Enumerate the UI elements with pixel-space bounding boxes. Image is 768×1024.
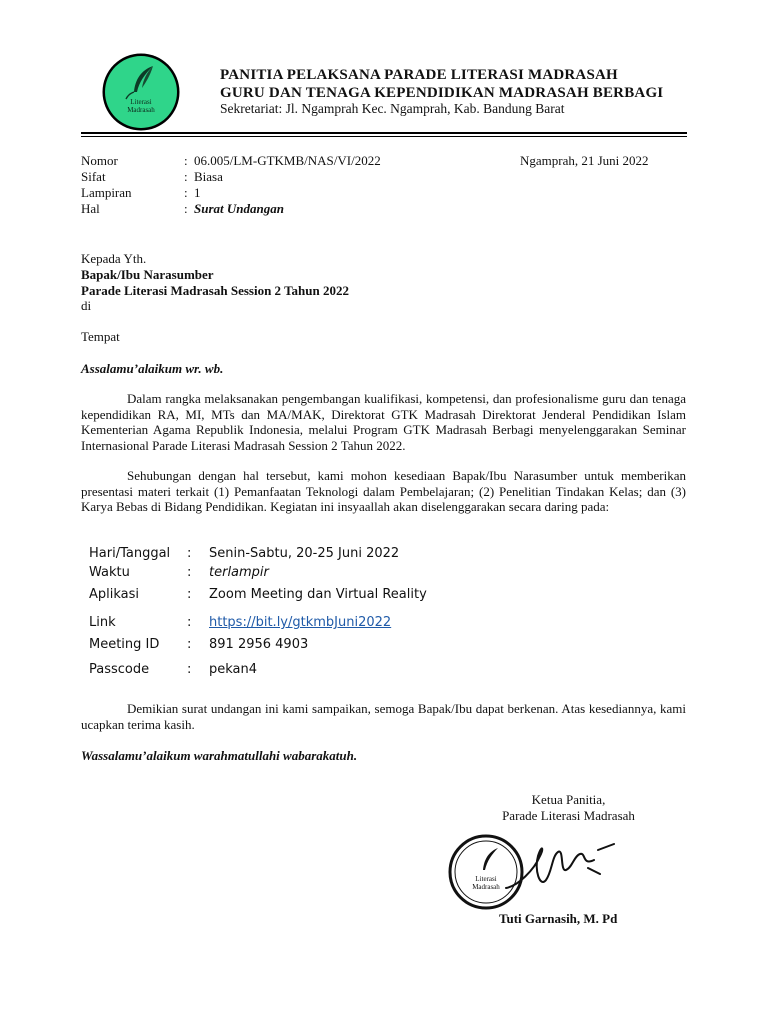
waktu-label: Waktu xyxy=(89,565,130,580)
letterhead-rule-thin xyxy=(81,136,687,137)
colon: : xyxy=(184,185,188,200)
colon: : xyxy=(187,565,192,580)
link-label: Link xyxy=(89,615,116,630)
paragraph-2: Sehubungan dengan hal tersebut, kami mohon kesediaan Bapak/Ibu Narasumber untuk memberikan presentasi materi terkait (1) Pemanfaatan Teknologi dalam Pembelajaran; (2) Penelitian Tindakan Kelas; dan (3) Karya Bebas di Bidang Pendidikan. Kegiatan ini insyaallah akan diselenggarakan secara daring pada: xyxy=(81,468,686,514)
signature-title2: Parade Literasi Madrasah xyxy=(502,808,635,823)
letter-date: Ngamprah, 21 Juni 2022 xyxy=(520,153,649,168)
colon: : xyxy=(187,662,192,677)
meeting-link[interactable]: https://bit.ly/gtkmbJuni2022 xyxy=(209,615,392,630)
colon: : xyxy=(187,637,192,652)
lampiran-label: Lampiran xyxy=(81,185,132,200)
recipient-line1: Kepada Yth. xyxy=(81,251,147,266)
letterhead-rule-thick xyxy=(81,132,687,134)
meeting-id-label: Meeting ID xyxy=(89,637,160,652)
recipient-line2: Bapak/Ibu Narasumber xyxy=(81,267,214,282)
colon: : xyxy=(184,153,188,168)
colon: : xyxy=(184,169,188,184)
paragraph-3: Demikian surat undangan ini kami sampaikan, semoga Bapak/Ibu dapat berkenan. Atas kesediannya, kami ucapkan terima kasih. xyxy=(81,701,686,732)
lampiran-value: 1 xyxy=(194,185,201,200)
letterhead-line2: GURU DAN TENAGA KEPENDIDIKAN MADRASAH BERBAGI xyxy=(220,85,664,101)
sifat-label: Sifat xyxy=(81,169,106,184)
hari-label: Hari/Tanggal xyxy=(89,546,171,561)
stamp-and-signature xyxy=(448,826,623,916)
stamp-text-line2: Madrasah xyxy=(472,883,500,891)
colon: : xyxy=(187,587,192,602)
aplikasi-value: Zoom Meeting dan Virtual Reality xyxy=(209,587,427,602)
logo-text-line1: Literasi xyxy=(130,98,152,106)
recipient-line3: Parade Literasi Madrasah Session 2 Tahun 2022 xyxy=(81,283,349,298)
colon: : xyxy=(187,546,192,561)
aplikasi-label: Aplikasi xyxy=(89,587,140,602)
signature-title1: Ketua Panitia, xyxy=(531,792,606,807)
recipient-line4: di xyxy=(81,298,92,313)
stamp-text-line1: Literasi xyxy=(475,875,497,883)
letterhead-address: Sekretariat: Jl. Ngamprah Kec. Ngamprah, Kab. Bandung Barat xyxy=(220,101,565,116)
waktu-value: terlampir xyxy=(209,565,269,580)
paragraph-1: Dalam rangka melaksanakan pengembangan kualifikasi, kompetensi, dan profesionalisme guru dan tenaga kependidikan RA, MI, MTs dan MA/MAK, Direktorat GTK Madrasah Direktorat Jenderal Pendidikan Islam Kementerian Agama Republik Indonesia, melalui Program GTK Madrasah Berbagi menyelenggarakan Seminar Internasional Parade Literasi Madrasah Session 2 Tahun 2022. xyxy=(81,391,686,453)
signatory-name: Tuti Garnasih, M. Pd xyxy=(499,911,618,926)
letterhead-line1: PANITIA PELAKSANA PARADE LITERASI MADRASAH xyxy=(220,67,618,83)
closing: Wassalamu’alaikum warahmatullahi wabarakatuh. xyxy=(81,748,358,763)
recipient-line5: Tempat xyxy=(81,329,120,344)
greeting: Assalamu’alaikum wr. wb. xyxy=(81,361,224,376)
passcode-value: pekan4 xyxy=(209,662,258,677)
logo-text-line2: Madrasah xyxy=(127,106,155,114)
hal-label: Hal xyxy=(81,201,100,216)
nomor-label: Nomor xyxy=(81,153,118,168)
stamp-icon xyxy=(450,836,522,908)
meeting-id-value: 891 2956 4903 xyxy=(209,637,309,652)
passcode-label: Passcode xyxy=(89,662,150,677)
literasi-madrasah-logo xyxy=(101,52,181,132)
sifat-value: Biasa xyxy=(194,169,223,184)
hari-value: Senin-Sabtu, 20-25 Juni 2022 xyxy=(209,546,400,561)
hal-value: Surat Undangan xyxy=(194,201,284,216)
colon: : xyxy=(184,201,188,216)
colon: : xyxy=(187,615,192,630)
nomor-value: 06.005/LM-GTKMB/NAS/VI/2022 xyxy=(194,153,381,168)
